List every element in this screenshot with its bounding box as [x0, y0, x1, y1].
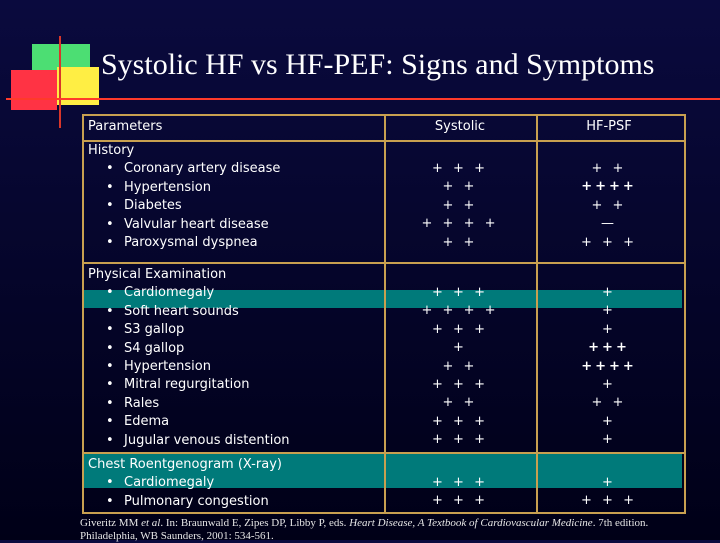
exam-systolic-value: + +	[442, 395, 478, 411]
exam-systolic-value: + + +	[432, 321, 488, 337]
bullet-icon: •	[106, 377, 114, 393]
bullet-icon: •	[106, 340, 114, 356]
item-label: Diabetes	[124, 198, 182, 214]
bullet-icon: •	[106, 179, 114, 195]
list-item	[88, 376, 378, 394]
exam-systolic-value: + + + +	[421, 303, 499, 319]
section-title: Chest Roentgenogram (X-ray)	[88, 457, 282, 472]
exam-systolic-value: + + +	[432, 377, 488, 393]
section-history	[88, 142, 378, 252]
history-hfpef-value: + +	[591, 197, 627, 213]
section-chest-xray	[88, 456, 378, 511]
item-label: Cardiomegaly	[124, 475, 215, 491]
list-item	[88, 160, 378, 178]
history-list	[88, 160, 378, 252]
comparison-table	[82, 114, 688, 512]
history-systolic-value: + +	[442, 234, 478, 250]
exam-list	[88, 284, 378, 450]
exam-systolic-value: + +	[442, 358, 478, 374]
xray-hfpef-column	[536, 474, 682, 511]
exam-hfpef-column	[536, 284, 682, 450]
list-item	[88, 179, 378, 197]
bullet-icon: •	[106, 359, 114, 375]
history-hfpef-value: + + +	[581, 234, 637, 250]
exam-hfpef-value: + +	[591, 395, 627, 411]
exam-hfpef-value: +	[602, 285, 616, 300]
citation-mid: . In: Braunwald E, Zipes DP, Libby P, eds.	[160, 517, 350, 529]
list-item	[88, 493, 378, 511]
decor-red-square	[11, 70, 57, 110]
exam-systolic-column	[384, 284, 536, 450]
item-label: S3 gallop	[124, 322, 185, 338]
section-title: Physical Examination	[88, 267, 227, 282]
item-label: Soft heart sounds	[124, 303, 239, 319]
citation-footer	[80, 517, 720, 543]
header-systolic: Systolic	[434, 119, 486, 134]
item-label: Pulmonary congestion	[124, 493, 269, 509]
item-label: Hypertension	[124, 359, 211, 375]
decor-title-underline	[6, 98, 720, 100]
bullet-icon: •	[106, 322, 114, 338]
list-item	[88, 284, 378, 302]
history-systolic-value: + +	[442, 179, 478, 195]
history-systolic-value: + + + +	[421, 216, 499, 232]
bullet-icon: •	[106, 432, 114, 448]
item-label: Coronary artery disease	[124, 161, 281, 177]
xray-systolic-column	[384, 474, 536, 511]
history-hfpef-value: —	[601, 216, 617, 232]
list-item	[88, 413, 378, 431]
bullet-icon: •	[106, 235, 114, 251]
bullet-icon: •	[106, 216, 114, 232]
xray-list	[88, 474, 378, 511]
bullet-icon: •	[106, 475, 114, 491]
bullet-icon: •	[106, 285, 114, 301]
bullet-icon: •	[106, 198, 114, 214]
item-label: Mitral regurgitation	[124, 377, 250, 393]
citation-edition: . 7th edition.	[592, 517, 649, 529]
grid-hline-exam	[84, 452, 684, 454]
citation-etal: et al	[141, 517, 161, 529]
item-label: Jugular venous distention	[124, 432, 290, 448]
bullet-icon: •	[106, 414, 114, 430]
list-item	[88, 432, 378, 450]
list-item	[88, 234, 378, 252]
bullet-icon: •	[106, 493, 114, 509]
list-item	[88, 395, 378, 413]
bullet-icon: •	[106, 161, 114, 177]
citation-line-2: Philadelphia, WB Saunders, 2001: 534-561.	[80, 530, 274, 542]
section-physical-exam	[88, 266, 378, 450]
list-item	[88, 197, 378, 215]
item-label: Paroxysmal dyspnea	[124, 235, 258, 251]
history-systolic-value: + +	[442, 197, 478, 213]
section-title: History	[88, 143, 135, 158]
decor-vertical-line	[59, 36, 61, 128]
exam-hfpef-value: +	[602, 377, 616, 393]
item-label: Edema	[124, 414, 170, 430]
list-item	[88, 358, 378, 376]
exam-hfpef-value: +	[602, 413, 616, 429]
exam-systolic-value: + + +	[432, 432, 488, 448]
header-parameters: Parameters	[88, 119, 163, 134]
exam-hfpef-value: +	[602, 303, 616, 319]
item-label: S4 gallop	[124, 340, 185, 356]
history-hfpef-column	[536, 160, 682, 252]
item-label: Valvular heart disease	[124, 216, 269, 232]
list-item	[88, 216, 378, 234]
bullet-icon: •	[106, 395, 114, 411]
exam-hfpef-value: +	[602, 321, 616, 337]
xray-systolic-value: + + +	[432, 475, 488, 490]
citation-book: Heart Disease, A Textbook of Cardiovascular Medicine	[349, 517, 593, 529]
list-item	[88, 303, 378, 321]
citation-line-1	[80, 517, 720, 530]
exam-systolic-value: + + +	[432, 413, 488, 429]
list-item	[88, 340, 378, 358]
page-title: Systolic HF vs HF-PEF: Signs and Symptoms	[101, 48, 655, 81]
citation-authors: Giveritz MM	[80, 517, 142, 529]
header-hfpef: HF-PSF	[586, 119, 632, 134]
grid-hline-history	[84, 262, 684, 264]
exam-hfpef-value: +	[602, 432, 616, 448]
exam-systolic-value: +	[453, 340, 467, 356]
bullet-icon: •	[106, 303, 114, 319]
xray-systolic-value: + + +	[432, 493, 488, 509]
item-label: Cardiomegaly	[124, 285, 215, 301]
item-label: Rales	[124, 395, 160, 411]
xray-hfpef-value: +	[602, 475, 616, 490]
history-hfpef-value-highlight: ++++	[581, 179, 637, 195]
exam-systolic-value: + + +	[432, 285, 488, 300]
history-hfpef-value: + +	[591, 161, 627, 176]
item-label: Hypertension	[124, 179, 211, 195]
xray-hfpef-value: + + +	[581, 493, 637, 509]
list-item	[88, 321, 378, 339]
exam-hfpef-value-highlight: ++++	[581, 358, 637, 374]
list-item	[88, 474, 378, 492]
history-systolic-value: + + +	[432, 161, 488, 176]
exam-hfpef-value-highlight: +++	[588, 340, 630, 356]
history-systolic-column	[384, 160, 536, 252]
